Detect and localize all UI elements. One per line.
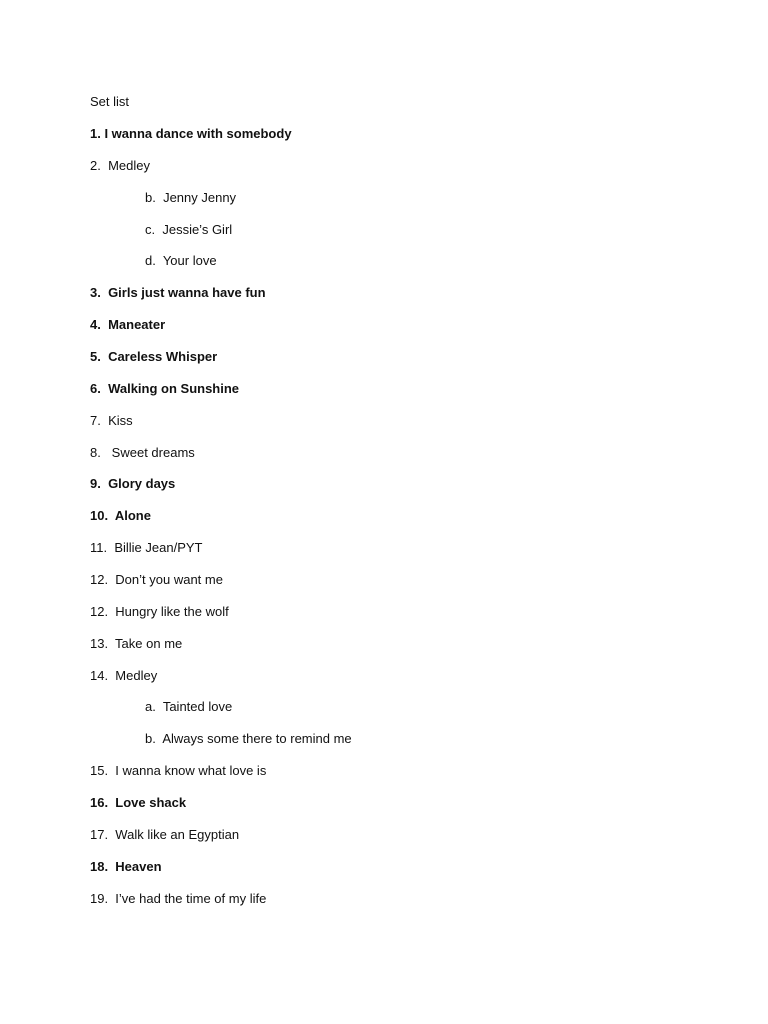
set-list-item (0, 508, 768, 540)
set-list-item (0, 699, 768, 731)
page-title: Set list (90, 94, 130, 109)
set-list-item-text: 3. Girls just wanna have fun (90, 285, 266, 301)
set-list-item-text: c. Jessie’s Girl (145, 221, 233, 237)
set-list (0, 126, 768, 922)
set-list-item-text: 12. Hungry like the wolf (90, 603, 229, 619)
set-list-item (0, 731, 768, 763)
set-list-item-text: 8. Sweet dreams (90, 444, 195, 460)
set-list-item-text: 9. Glory days (90, 476, 176, 492)
set-list-item-text: 13. Take on me (90, 635, 183, 651)
set-list-item-text: d. Your love (145, 253, 217, 269)
set-list-item (0, 317, 768, 349)
set-list-item (0, 126, 768, 158)
set-list-item (0, 572, 768, 604)
set-list-item-text: a. Tainted love (145, 699, 233, 715)
set-list-item (0, 763, 768, 795)
set-list-item (0, 476, 768, 508)
set-list-item (0, 636, 768, 668)
set-list-item (0, 827, 768, 859)
set-list-item-text: b. Always some there to remind me (145, 731, 352, 747)
set-list-item-text: 11. Billie Jean/PYT (90, 540, 203, 556)
set-list-item-text: 1. I wanna dance with somebody (90, 126, 292, 141)
set-list-item (0, 540, 768, 572)
set-list-item-text: 5. Careless Whisper (90, 349, 218, 365)
set-list-item-text: 14. Medley (90, 667, 158, 683)
set-list-item (0, 413, 768, 445)
set-list-item-text: 6. Walking on Sunshine (90, 380, 240, 396)
set-list-item-text: 2. Medley (90, 157, 150, 173)
set-list-item (0, 349, 768, 381)
set-list-item-text: b. Jenny Jenny (145, 189, 237, 205)
set-list-item (0, 158, 768, 190)
set-list-item (0, 222, 768, 254)
set-list-item (0, 859, 768, 891)
set-list-item-text: 10. Alone (90, 508, 151, 524)
set-list-item (0, 445, 768, 477)
set-list-item-text: 12. Don’t you want me (90, 572, 223, 588)
set-list-item (0, 891, 768, 923)
set-list-item-text: 17. Walk like an Egyptian (90, 826, 240, 842)
set-list-item-text: 4. Maneater (90, 317, 166, 333)
set-list-item-text: 18. Heaven (90, 858, 162, 874)
set-list-item (0, 604, 768, 636)
set-list-item-text: 7. Kiss (90, 412, 133, 428)
set-list-item-text: 19. I’ve had the time of my life (90, 890, 267, 906)
set-list-item (0, 285, 768, 317)
set-list-item (0, 381, 768, 413)
set-list-item (0, 253, 768, 285)
set-list-item (0, 795, 768, 827)
set-list-item (0, 190, 768, 222)
set-list-item-text: 15. I wanna know what love is (90, 763, 267, 779)
set-list-item (0, 668, 768, 700)
set-list-item-text: 16. Love shack (90, 795, 187, 811)
